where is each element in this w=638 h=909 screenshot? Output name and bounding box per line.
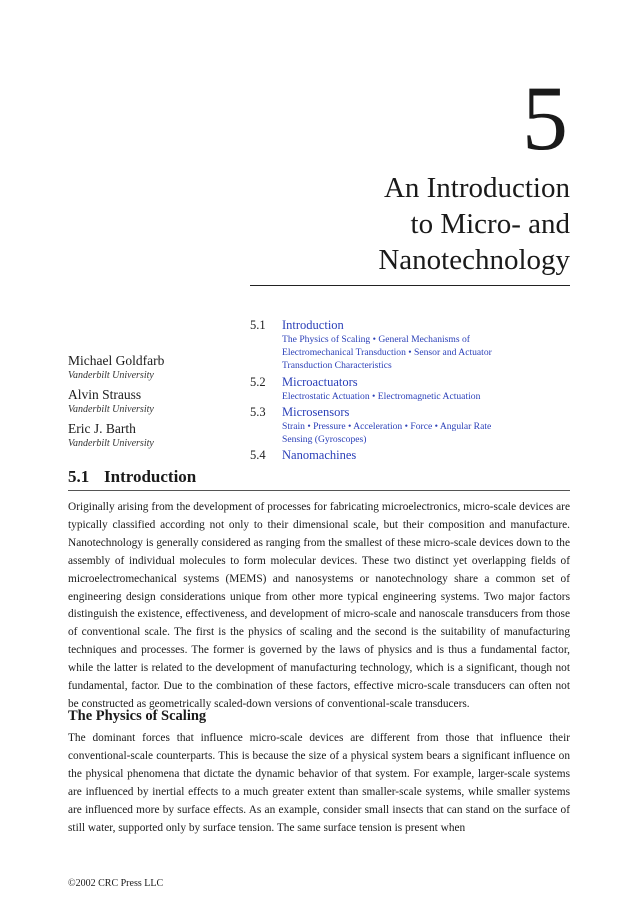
toc-link[interactable]: Nanomachines [282,448,357,463]
toc-sub-line[interactable]: Sensing (Gyroscopes) [282,434,367,446]
toc-sub-line[interactable]: Electromechanical Transduction • Sensor and Actuator [282,347,492,359]
toc-number: 5.3 [250,404,266,419]
section-divider [68,490,570,491]
body-paragraph: The dominant forces that influence micro-scale devices are different from those that influence their conventional-scale counterparts. This is because the size of a physical system bears a significant influence on the physical phenomena that dictate the dynamic behavior of that system. For example, larger-scale systems are influenced by inertial effects to a much greater extent than smaller-scale systems, while smaller systems are influenced more by surface effects. As an example, consider small insects that can stand on the surface of still water, supported only by surface tension. The same surface tension is present when [68,732,570,834]
toc-sub-line[interactable]: Electrostatic Actuation • Electromagnetic Actuation [282,390,481,402]
toc-link[interactable]: Microsensors [282,404,350,419]
chapter-number: 5 [522,67,568,169]
title-divider [250,285,570,286]
author [68,386,238,416]
toc-link[interactable]: Introduction [282,318,344,332]
chapter-title-line: Nanotechnology [378,244,570,276]
toc-number: 5.1 [250,318,266,332]
section-title: Introduction [104,467,197,486]
toc-link[interactable]: Microactuators [282,374,358,389]
author [68,420,238,450]
toc-entry-5-1[interactable] [250,318,580,373]
author-name: Eric J. Barth [68,421,136,436]
toc-sub-line[interactable]: Transduction Characteristics [282,360,392,372]
chapter-title-line: to Micro- and [410,208,570,240]
toc-entry-5-3[interactable] [250,405,580,446]
toc-number: 5.4 [250,448,266,463]
author-affiliation: Vanderbilt University [68,438,154,449]
body-paragraph: Originally arising from the development of processes for fabricating microelectronics, micro-scale devices are typically classified according not only to their dimensional scale, but their composition and manufacture. Nanotechnology is generally considered as ranging from the smallest of these micro-scale devices down to the assembly of individual molecules to form molecular devices. These two distinct yet overlapping fields of microelectromechanical systems (MEMS) and nanosystems or nanotechnology share a common set of engineering design considerations unique from other more typical engineering systems. Two major factors distinguish the existence, effectiveness, and development of micro-scale and nanoscale transducers from those of conventional scale. The first is the physics of scaling and the second is the suitability of manufacturing techniques and processes. The former is governed by the laws of physics and is thus a fundamental factor, while the latter is related to the development of manufacturing technology, which is a significant, though not fundamental, factor. Due to the combination of these factors, effective micro-scale transducers can often not be constructed as geometrically scaled-down versions of conventional-scale transducers. [68,501,570,710]
chapter-title [378,170,570,278]
author [68,352,238,382]
author-name: Michael Goldfarb [68,353,165,368]
author-affiliation: Vanderbilt University [68,404,154,415]
toc-sub-line[interactable]: Strain • Pressure • Acceleration • Force • Angular Rate [282,420,492,432]
section-number: 5.1 [68,467,90,486]
toc-entry-5-4[interactable] [250,448,580,463]
section-heading [68,467,196,487]
chapter-title-line: An Introduction [383,172,570,204]
author-affiliation: Vanderbilt University [68,370,154,381]
subsection-heading: The Physics of Scaling [68,708,207,724]
table-of-contents [250,318,580,465]
author-list [68,352,238,454]
copyright-footer: ©2002 CRC Press LLC [68,878,164,889]
author-name: Alvin Strauss [68,387,142,402]
toc-number: 5.2 [250,374,266,389]
toc-sub-line[interactable]: The Physics of Scaling • General Mechanisms of [282,334,470,345]
toc-entry-5-2[interactable] [250,375,580,403]
